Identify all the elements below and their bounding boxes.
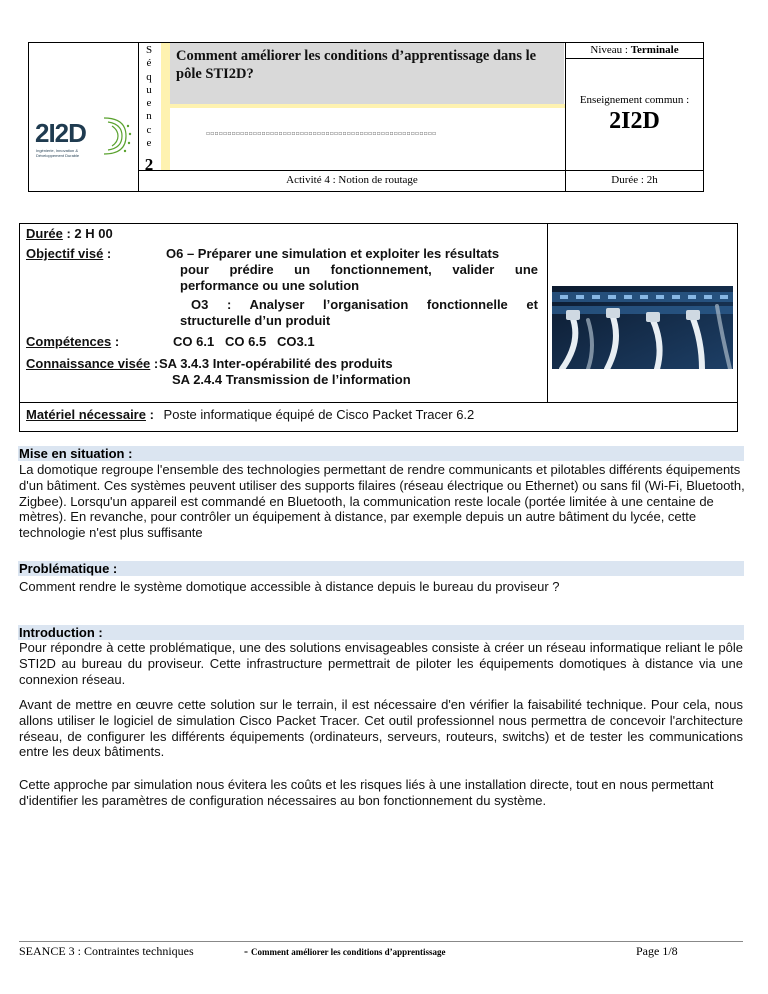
intro-paragraph-3: Cette approche par simulation nous évitera les coûts et les risques liés à une installation directe, tout en nous permettant d'identifier les paramètres de configuration nécessaires au bon fonctionnement du système. [19,777,714,808]
prob-band [18,561,744,576]
objectif-colon: : [103,246,112,261]
duree-value: : 2 H 00 [62,226,113,241]
footer-center-text: Comment améliorer les conditions d’apprentissage [251,947,446,957]
materiel-label: Matériel nécessaire [26,407,146,422]
prob-title: Problématique : [19,561,118,576]
logo-text: 2I2D [35,118,86,148]
objectif-o6-line1: O6 – Préparer une simulation et exploiter les résultats [166,246,500,261]
duree-row [26,226,113,242]
niveau [566,44,703,56]
placeholder-text: ▫▫▫▫▫▫▫▫▫▫▫▫▫▫▫▫▫▫▫▫▫▫▫▫▫▫▫▫▫▫▫▫▫▫▫▫▫▫▫▫▫▫▫▫▫▫▫▫▫▫▫▫▫▫ [206,130,437,137]
enseignement-value: 2I2D [609,108,660,134]
intro-band [18,625,744,640]
materiel-row [26,407,474,423]
intro-paragraph-2: Avant de mettre en œuvre cette solution sur le terrain, il est nécessaire d'en vérifier la faisabilité technique. Pour cela, nous allons utiliser le logiciel de simulation Cisco Packet Tracer. Cet outil professionnel nous permettra de concevoir l'architecture réseau, de configurer les différents équipements (ordinateurs, serveurs, routeurs, switchs) et de tester les communications entre les deux bâtiments. [19,697,743,760]
objectif-o3-line1: O3 : Analyser l’organisation fonctionnelle et [191,297,538,312]
competences-label-row [26,334,119,350]
sequence-label [140,44,158,150]
mise-text: La domotique regroupe l'ensemble des technologies permettant de rendre communicants et pilotables différents équipements d'un bâtiment. Ces systèmes peuvent utiliser des supports filaires (réseau électrique ou Ethernet) ou sans fil (Wi-Fi, Bluetooth, Zigbee). Lorsqu'un appareil est commandé en Bluetooth, la communication reste locale (portée limitée à une centaine de mètres). En revanche, pour contrôler un équipement à distance, par exemple depuis un autre bâtiment du lycée, cette technologie n'est plus suffisante [19,462,745,541]
sequence-letter: S [145,44,153,56]
duration-label: Durée : 2h [611,174,658,186]
niveau-label: Niveau : [590,44,631,56]
mise-title: Mise en situation : [19,446,133,461]
logo-subtitle: Ingénierie, Innovation & Développement Durable [36,148,80,158]
duree-label: Durée [26,226,63,241]
sequence-letter: c [146,123,152,136]
sequence-letter: e [146,137,152,150]
sequence-letter: q [146,70,152,83]
sequence-letter: u [146,83,152,96]
materiel-colon: : [145,407,154,422]
yellow-accent-line [161,104,565,108]
objectif-o3-line2: structurelle d’un produit [180,313,331,328]
competences-colon: : [111,334,120,349]
footer-left: SEANCE 3 : Contraintes techniques [19,944,194,958]
niveau-value: Terminale [630,44,679,56]
connaissance-line1: SA 3.4.3 Inter-opérabilité des produits [159,356,393,371]
connaissance-line2: SA 2.4.4 Transmission de l’information [172,372,411,387]
sequence-title: Comment améliorer les conditions d’apprentissage dans le pôle STI2D? [176,48,537,82]
footer-center-dash: - [244,944,251,958]
connaissance-label-row [26,356,158,372]
prob-text: Comment rendre le système domotique accessible à distance depuis le bureau du proviseur ? [19,579,560,594]
connaissance-label: Connaissance visée [26,356,151,371]
sequence-number: 2 [144,155,154,174]
footer-center [244,944,446,959]
intro-paragraph-1: Pour répondre à cette problématique, une des solutions envisageables consiste à créer un réseau informatique reliant le pôle STI2D au bureau du proviseur. Cette infrastructure permettrait de piloter les équipements domotiques à distance via une connexion réseau. [19,640,743,687]
sequence-letter: e [146,97,152,110]
intro-title: Introduction : [19,625,103,640]
sequence-letter: n [146,110,152,123]
objectif-label-row [26,246,111,262]
footer-divider [19,941,743,942]
objectif-o6-line3: performance ou une solution [180,278,360,293]
network-cables-icon [552,286,733,369]
competences-value: CO 6.1 CO 6.5 CO3.1 [173,334,315,349]
connaissance-colon: : [150,356,159,371]
activity-label: Activité 4 : Notion de routage [286,174,418,186]
footer-page: Page 1/8 [636,944,678,958]
objectif-o6-line2: pour prédire un fonctionnement, valider une [180,262,538,277]
objectif-label: Objectif visé [26,246,104,261]
competences-label: Compétences [26,334,112,349]
sequence-letter: é [146,57,152,70]
network-cables-image [552,286,733,369]
materiel-value: Poste informatique équipé de Cisco Packet Tracer 6.2 [163,407,475,422]
logo [34,112,134,162]
enseignement-label: Enseignement commun : [579,94,690,106]
